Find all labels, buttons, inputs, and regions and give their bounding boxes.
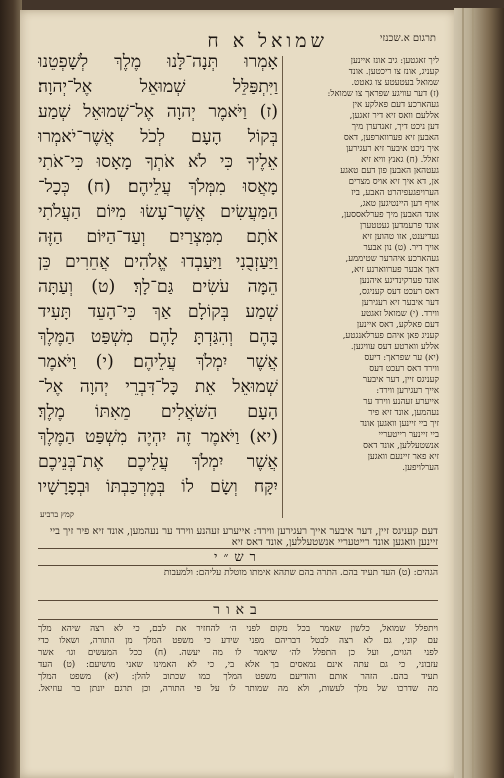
running-head-title: שמואל א ח xyxy=(207,30,328,52)
running-head-targum: תרגום א.שכנזי xyxy=(379,33,436,44)
hebrew-line: שְׁמַע בְּקוֹלָם אַךְ כִּי־הָעֵד תָּעִיד xyxy=(38,302,278,322)
yiddish-line: אונד פערקינדיגע איהנען xyxy=(359,276,439,286)
yiddish-line: אויף דען היינטיגען טאג, xyxy=(360,199,439,209)
yiddish-line: ווירד. (י) שמואל זאגטע xyxy=(361,309,439,319)
yiddish-line: (ז) דער עוויגע שפראך צו שמואל: xyxy=(327,89,439,99)
yiddish-line: זיך ביי זיינען וואגען אונד xyxy=(360,419,439,429)
biur-line: ויתפלל שמואל, כלשון שאמר בכל מקום לפני ה׳ להחזיר את לבם, כי לא רצה שיהא מלך xyxy=(38,624,438,634)
hebrew-line: הַמַּעֲשִׂים אֲשֶׁר־עָשׂוּ מִיּוֹם הַעֲלֹתִי xyxy=(38,202,278,222)
yiddish-line: קעניגס זיין, דער איבער xyxy=(362,375,439,385)
yiddish-line: אייערע זעהנע ווירד ער xyxy=(363,397,439,407)
yiddish-line: נעהמען, אונד זיא פיר xyxy=(368,408,439,418)
yiddish-translation-column xyxy=(282,56,441,518)
yiddish-line: געהארכע דעם פאלקע אין xyxy=(352,100,439,110)
biur-line: לפני הגוים, ועל כן התפלל לה׳ שיאמר לו מה יעשה. (ח) ככל המעשים וגו׳ אשר xyxy=(38,648,438,658)
hebrew-line: וַיִּתְפַּלֵּל שְׁמוּאֵל אֶל־יְהוָה׃ xyxy=(38,77,278,97)
hebrew-line: (יא) וַיֹּאמֶר זֶה יִהְיֶה מִשְׁפַּט הַמֶּלֶךְ xyxy=(38,427,278,447)
hebrew-text-column xyxy=(38,52,278,522)
hebrew-line: בְּקוֹל הָעָם לְכֹל אֲשֶׁר־יֹאמְרוּ xyxy=(38,127,278,147)
yiddish-line: קעניג פאן איהם פערלאנגטע, xyxy=(342,331,439,341)
biur-line: תעיד בהם. הזהר אותם והודיעם משפט המלך כמו שכתוב להלן: (יא) משפט המלך xyxy=(38,672,438,682)
yiddish-line: דאך אבער פערווארנע זיא, xyxy=(351,265,439,275)
hebrew-line: מָאֲסוּ מִמְּלֹךְ עֲלֵיהֶם׃ (ח) כְּכָל־ xyxy=(38,177,278,197)
yiddish-line: אונד האבען מיך פערלאססען, xyxy=(341,210,439,220)
yiddish-line: הערלויפען. xyxy=(402,463,439,473)
yiddish-line: קעניג, אונז צו ריכטען. אונד xyxy=(348,67,439,77)
yiddish-line: זיא פאר זיינעם וואגען xyxy=(367,452,439,462)
yiddish-line: אן, דא איך זיא אויס מצרים xyxy=(348,177,439,187)
biur-line: מה שדרכו של מלך לעשות, ולא מה שמותר לו על פי התורה, וכן תרגם יונתן בר עוזיאל. xyxy=(38,684,438,694)
hebrew-line: הָעָם הַשֹּׁאֲלִים מֵאִתּוֹ מֶלֶךְ׃ xyxy=(38,402,278,422)
yiddish-line: געדיענט, אזו טהוען זיא xyxy=(362,232,439,242)
hebrew-line: אֲשֶׁר יִמְלֹךְ עֲלֵיכֶם אֶת־בְּנֵיכֶם xyxy=(38,452,278,472)
hebrew-line: (ז) וַיֹּאמֶר יְהוָה אֶל־שְׁמוּאֵל שְׁמַע xyxy=(38,102,278,122)
yiddish-line: אויך דיר. (ט) נון אבער xyxy=(363,243,439,253)
book-binding-edge xyxy=(454,8,504,778)
yiddish-line: דער איבער זיא רעגירען xyxy=(361,298,439,308)
yiddish-line: געטהאן האבען פון דעם טאגע xyxy=(340,166,439,176)
yiddish-line: אונד פרעמדען געטטערן xyxy=(360,221,439,231)
hebrew-line: הֵמָּה עֹשִׂים גַּם־לָךְ׃ (ט) וְעַתָּה xyxy=(38,277,278,297)
yiddish-line: געהארכע איהרער שטיממע, xyxy=(345,254,439,264)
biur-line: עזבוני, כי גם עתה אינם נמאסים בך אלא בי, כי לא האמינו שאני מושיעם: (ט) העד xyxy=(38,660,438,670)
rashi-commentary: הגהים: (ט) העד תעיד בהם. התרה בהם שתהא אימתו מוטלת עליהם: ולמעבות xyxy=(163,568,438,578)
yiddish-line: דען ניכט דיך, זאנדערן מיך xyxy=(351,122,439,132)
yiddish-line: הערויפגעפיהרט האבע, ביז xyxy=(351,188,439,198)
hebrew-line: שְׁמוּאֵל אֵת כָּל־דִּבְרֵי יְהוָה אֶל־ xyxy=(38,377,278,397)
biur-line: עם קוני, גם לא רצה לבטל דבריהם מפני שידע כי משפט המלך מן התורה, ושאלו כדי xyxy=(38,636,438,646)
yiddish-line: אללע ווארטע דעס עוויגען. xyxy=(350,342,439,352)
yiddish-line: אללעם וואס זיא דיר זאגען, xyxy=(349,111,439,121)
biur-title: באור xyxy=(213,602,263,618)
rashi-header xyxy=(38,548,438,566)
yiddish-line: ווירד דאס רעכט דעס xyxy=(369,364,439,374)
translation-continuation: דעם קעניגס זיין, דער איבער אייך רעגירען ווירד: אייערע זעהנע ווירד ער נעהמען, אונד זיא פיר זיך ביי זיינען וואגען אונד רייטעריי אנשטעללען, אונד דאס זיא xyxy=(49,526,438,548)
rashi-title: רש״י xyxy=(214,550,262,565)
hebrew-line: אָמְרוּ תְּנָה־לָּנוּ מֶלֶךְ לְשָׁפְטֵנוּ xyxy=(38,52,278,72)
yiddish-line: אנשטעללען, אונד דאס xyxy=(363,441,439,451)
hebrew-line: וַיַּעַזְבֻנִי וַיַּעַבְדוּ אֱלֹהִים אֲחֵרִים כֵּן xyxy=(38,252,278,272)
yiddish-line: (יא) ער שפראך: דיעס xyxy=(364,353,439,363)
hebrew-line: אֹתָם מִמִּצְרַיִם וְעַד־הַיּוֹם הַזֶּה xyxy=(38,227,278,247)
hebrew-line: אֵלֶיךָ כִּי לֹא אֹתְךָ מָאָסוּ כִּי־אֹתִי xyxy=(38,152,278,172)
hebrew-line: יִקָּח וְשָׂם לוֹ בְּמֶרְכַּבְתּוֹ וּבְפָרָשָׁיו xyxy=(38,477,278,497)
book-gutter-left xyxy=(0,0,22,778)
hebrew-line: אֲשֶׁר יִמְלֹךְ עֲלֵיהֶם׃ (י) וַיֹּאמֶר xyxy=(38,352,278,372)
hebrew-line: בָּהֶם וְהִגַּדְתָּ לָהֶם מִשְׁפַּט הַמֶּלֶךְ xyxy=(38,327,278,347)
yiddish-line: ביי זיינער רייטעריי xyxy=(378,430,439,440)
yiddish-line: זאלל. (ח) גאנץ וויא זיא xyxy=(361,155,439,165)
catchword: קמץ ברביע xyxy=(40,510,74,519)
biur-header xyxy=(38,600,438,620)
yiddish-line: האבען זיא פערווארפען, דאס xyxy=(343,133,439,143)
yiddish-line: איך ניכט איבער זיא רעגירען xyxy=(346,144,439,154)
yiddish-line: דעם פאלקע, דאס איינען xyxy=(356,320,439,330)
yiddish-line: שמואל בעטעטע צו גאטט. xyxy=(351,78,439,88)
yiddish-line: ליך זאגטען: גיב אונז איינען xyxy=(350,56,439,66)
yiddish-line: אייך רעגירען ווירד: xyxy=(376,386,439,396)
yiddish-line: דאס רעכט דעס קעניגס, xyxy=(359,287,439,297)
